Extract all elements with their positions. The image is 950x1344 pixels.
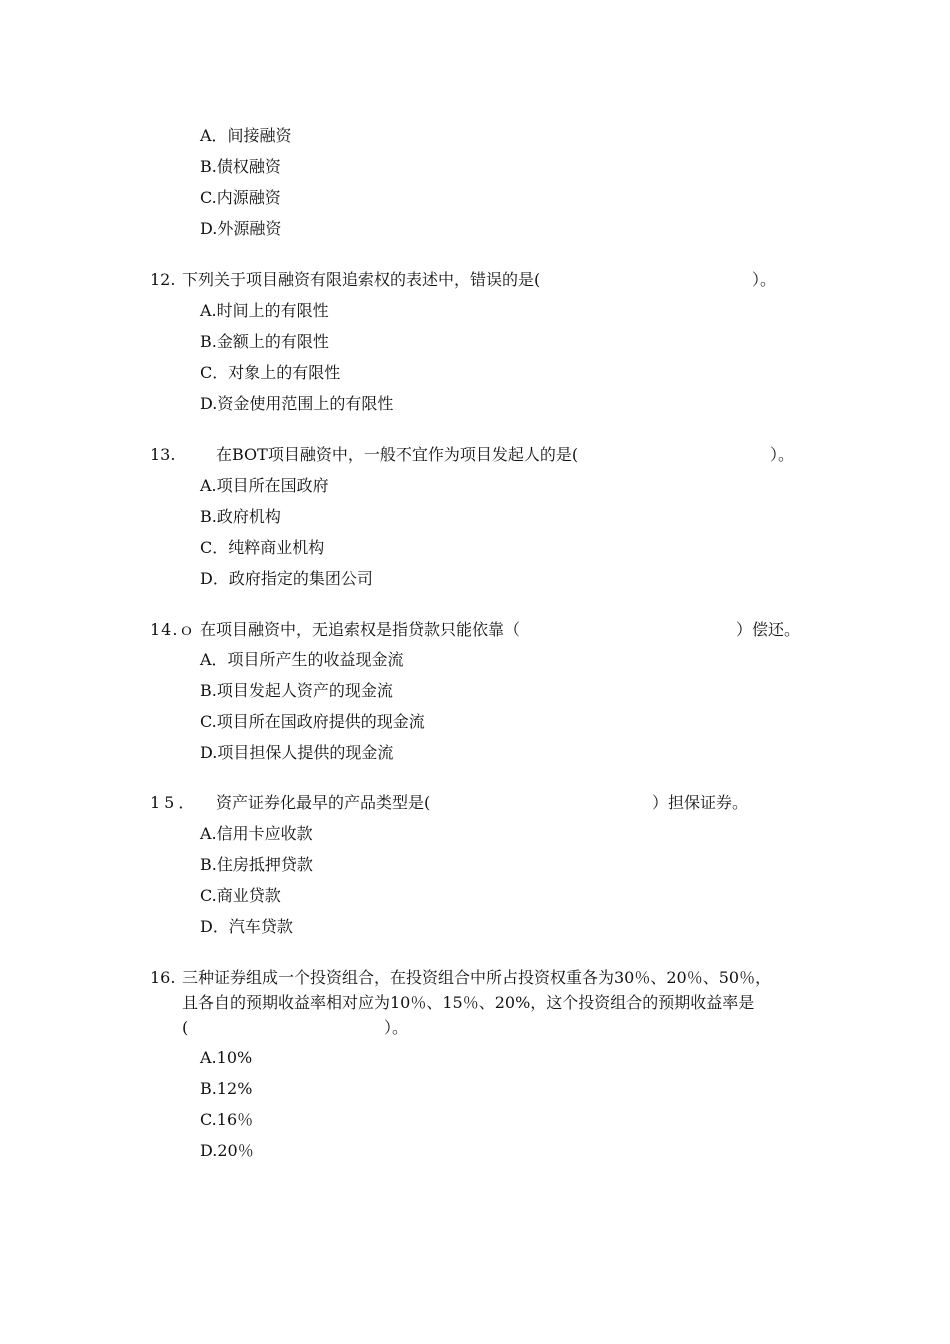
option-d: D．汽车贷款 [200, 917, 293, 936]
question-number: 13. [150, 445, 176, 464]
option-a: A．项目所产生的收益现金流 [200, 650, 404, 669]
option-b: B.政府机构 [200, 507, 281, 526]
option-a: A.信用卡应收款 [200, 824, 313, 843]
option-d: D．政府指定的集团公司 [200, 569, 373, 588]
question-end: ）担保证券。 [652, 793, 749, 812]
option-c: C.项目所在国政府提供的现金流 [200, 712, 425, 731]
option-d: D.20％ [200, 1141, 254, 1160]
option-d: D.资金使用范围上的有限性 [200, 394, 394, 413]
option-a: A.项目所在国政府 [200, 476, 329, 495]
option-b: B.项目发起人资产的现金流 [200, 681, 393, 700]
question-stem: 三种证券组成一个投资组合，在投资组合中所占投资权重各为30％、20％、50％， [182, 968, 772, 987]
question-end: ）。 [752, 270, 777, 289]
question-stem-continued: 且各自的预期收益率相对应为10％、15％、20%，这个投资组合的预期收益率是 [182, 993, 755, 1012]
option-b: B.住房抵押贷款 [200, 855, 313, 874]
option-b: B.债权融资 [200, 157, 281, 176]
option-d: D.外源融资 [200, 219, 282, 238]
option-c: C.16％ [200, 1110, 254, 1129]
option-a: A.10% [200, 1048, 253, 1067]
question-number: 12. [150, 270, 176, 289]
option-a: A．间接融资 [200, 126, 292, 145]
question-stem: 资产证券化最早的产品类型是( [216, 793, 431, 812]
option-b: B.金额上的有限性 [200, 332, 329, 351]
option-c: C．对象上的有限性 [200, 363, 341, 382]
question-number: 14.ｏ [150, 620, 196, 639]
question-stem: 在BOT项目融资中，一般不宜作为项目发起人的是( [216, 445, 579, 464]
option-c: C.内源融资 [200, 188, 281, 207]
question-number: 16. [150, 968, 176, 987]
option-c: C.商业贷款 [200, 886, 281, 905]
question-stem: 下列关于项目融资有限追索权的表述中，错误的是( [182, 270, 541, 289]
question-end: ）偿还。 [736, 620, 801, 639]
question-stem: 在项目融资中，无追索权是指贷款只能依靠（ [200, 620, 521, 639]
question-end: ）。 [384, 1018, 409, 1037]
question-end: ）。 [770, 445, 795, 464]
question-number: 15． [150, 793, 199, 812]
option-c: C．纯粹商业机构 [200, 538, 325, 557]
question-stem-continued: ( [182, 1018, 189, 1037]
option-d: D.项目担保人提供的现金流 [200, 743, 394, 762]
option-a: A.时间上的有限性 [200, 301, 329, 320]
option-b: B.12% [200, 1079, 253, 1098]
